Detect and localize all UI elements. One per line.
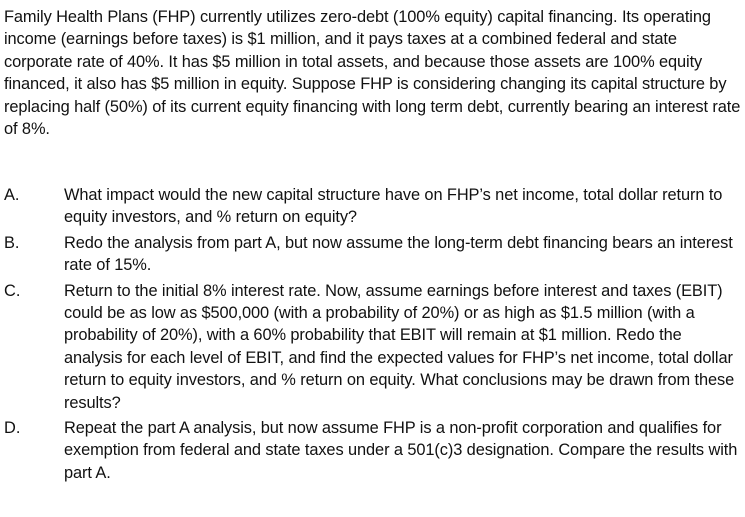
question-a-letter: A. [4,186,20,204]
question-c [4,280,742,414]
question-c-letter: C. [4,281,21,300]
question-b-letter: B. [4,233,20,252]
question-d-letter: D. [4,419,21,438]
question-d [4,417,742,484]
problem-statement: Family Health Plans (FHP) currently utilizes zero-debt (100% equity) capital financing. Its operating income (earnings before taxes) is $1 million, and it pays taxes at a combined federal and state corporate rate of 40%. It has $5 million in total assets, and because those assets are 100% equity financed, it also has $5 million in equity. Suppose FHP is considering changing its capital structure by replacing half (50%) of its current equity financing with long term debt, currently bearing an interest rate of 8%. [4,8,741,139]
question-c-text: Return to the initial 8% interest rate. Now, assume earnings before interest and taxes (EBIT) could be as low as $500,000 (with a probability of 20%) or as high as $1.5 million (with a probability of 20%), with a 60% probability that EBIT will remain at $1 million. Redo the analysis for each level of EBIT, and find the expected values for FHP’s net income, total dollar return to equity investors, and % return on equity. What conclusions may be drawn from these results? [64,281,735,412]
document-body [4,6,742,482]
question-b-text: Redo the analysis from part A, but now assume the long-term debt financing bears an interest rate of 15%. [64,233,733,275]
question-a-text: What impact would the new capital structure have on FHP’s net income, total dollar return to equity investors, and % return on equity? [64,186,723,227]
question-d-text: Repeat the part A analysis, but now assume FHP is a non-profit corporation and qualifies for exemption from federal and state taxes under a 501(c)3 designation. Compare the results with part A. [64,419,738,482]
question-list [4,184,742,487]
question-b [4,232,742,277]
question-a [4,184,742,229]
